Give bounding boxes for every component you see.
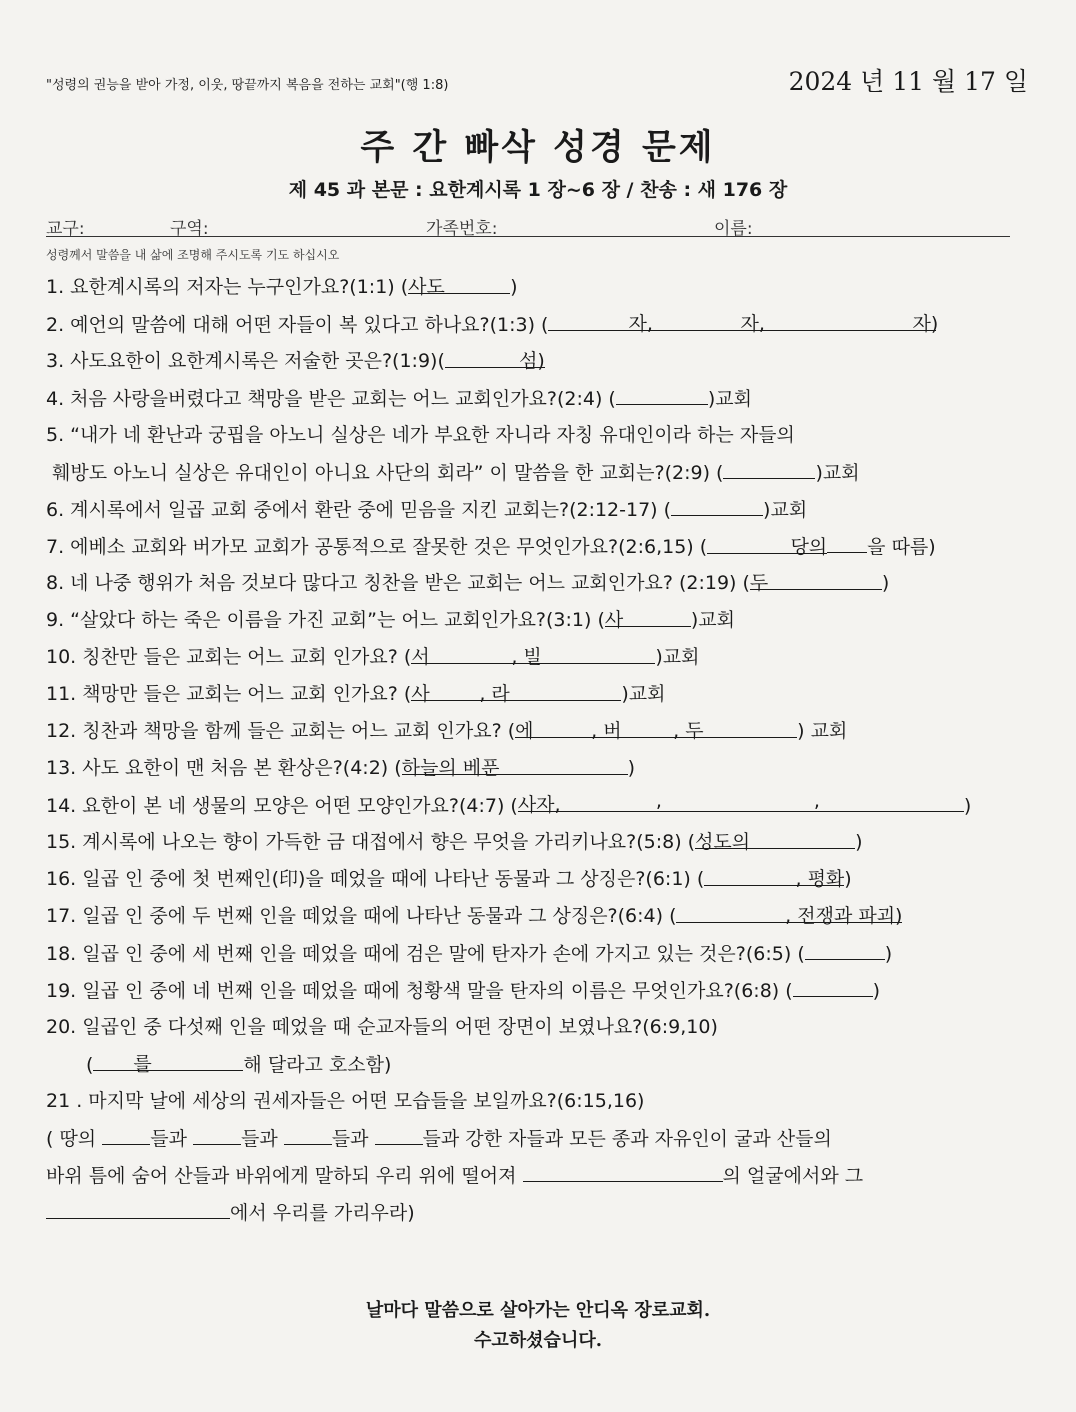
answer-blank[interactable]	[827, 531, 867, 553]
question-10: 10. 칭찬만 들은 교회는 어느 교회 인가요? (서 , 빌 )교회	[46, 642, 699, 669]
question-21-line-2: 바위 틈에 숨어 산들과 바위에게 말하되 우리 위에 떨어져 의 얼굴에서와 그	[46, 1160, 863, 1188]
answer-blank[interactable]: , 전쟁과 파괴)	[676, 901, 902, 923]
name-label: 이름:	[714, 219, 753, 239]
answer-blank[interactable]	[671, 494, 763, 516]
question-19: 19. 일곱 인 중에 네 번째 인을 떼었을 때에 청황색 말을 탄자의 이름은 무엇인가요?(6:8) ( )	[46, 975, 880, 1003]
question-21-line-1: ( 땅의 들과 들과 들과 들과 강한 자들과 모든 종과 자유인이 굴과 산들의	[46, 1123, 832, 1151]
answer-blank[interactable]: , 평화	[704, 864, 844, 886]
family-number-label: 가족번호:	[426, 219, 498, 239]
district-label: 교구:	[46, 219, 85, 239]
question-20: 20. 일곱인 중 다섯째 인을 떼었을 때 순교자들의 어떤 장면이 보였나요?(6:9,10)	[46, 1016, 718, 1038]
answer-blank[interactable]: 당의	[707, 532, 827, 554]
question-1: 1. 요한계시록의 저자는 누구인가요?(1:1) (사도 )	[46, 272, 518, 299]
answer-blank[interactable]	[805, 938, 885, 960]
answer-blank[interactable]: , 버	[591, 716, 673, 738]
question-16: 16. 일곱 인 중에 첫 번째인(印)을 떼었을 때에 나타난 동물과 그 상징은?(6:1) ( , 평화)	[46, 864, 852, 891]
question-9: 9. “살았다 하는 죽은 이름을 가진 교회”는 어느 교회인가요?(3:1) (사 )교회	[46, 605, 735, 632]
answer-blank[interactable]	[46, 1197, 230, 1219]
question-15: 15. 계시록에 나오는 향이 가득한 금 대접에서 향은 무엇을 가리키나요?(5:8) (성도의 )	[46, 827, 863, 854]
answer-blank[interactable]: 자, 자, 자)	[548, 309, 936, 331]
page-title: 주 간 빠삭 성경 문제	[360, 128, 716, 168]
closing-thanks: 수고하셨습니다.	[474, 1330, 602, 1351]
answer-blank[interactable]	[723, 457, 815, 479]
question-7: 7. 에베소 교회와 버가모 교회가 공통적으로 잘못한 것은 무엇인가요?(2:6,15) ( 당의 을 따름)	[46, 531, 936, 559]
answer-blank[interactable]	[102, 1123, 150, 1145]
closing-church-line: 날마다 말씀으로 살아가는 안디옥 장로교회.	[365, 1300, 711, 1321]
answer-blank[interactable]: 사자, , ,	[518, 790, 964, 812]
question-18: 18. 일곱 인 중에 세 번째 인을 떼었을 때에 검은 말에 탄자가 손에 가지고 있는 것은?(6:5) ( )	[46, 938, 892, 966]
question-17: 17. 일곱 인 중에 두 번째 인을 떼었을 때에 나타난 동물과 그 상징은?(6:4) ( , 전쟁과 파괴)	[46, 901, 902, 928]
answer-blank[interactable]: 사	[411, 679, 479, 701]
answer-blank[interactable]: 를	[93, 1049, 243, 1071]
answer-blank[interactable]: 섬)	[445, 346, 545, 368]
question-5-line-1: 5. “내가 네 환난과 궁핍을 아노니 실상은 네가 부요한 자니라 자칭 유대인이라 하는 자들의	[46, 424, 795, 446]
answer-blank[interactable]	[793, 975, 873, 997]
answer-blank[interactable]	[523, 1160, 723, 1182]
prayer-instruction: 성령께서 말씀을 내 삶에 조명해 주시도록 기도 하십시오	[46, 248, 340, 262]
answer-blank[interactable]	[284, 1123, 332, 1145]
answer-blank[interactable]: 두	[750, 568, 882, 590]
question-6: 6. 계시록에서 일곱 교회 중에서 환란 중에 믿음을 지킨 교회는?(2:12-17) ( )교회	[46, 494, 807, 522]
answer-blank[interactable]: , 라	[479, 679, 621, 701]
answer-blank[interactable]	[193, 1123, 241, 1145]
answer-blank[interactable]: 사도	[408, 272, 510, 294]
question-3: 3. 사도요한이 요한계시록은 저술한 곳은?(1:9)( 섬)	[46, 346, 545, 373]
answer-blank[interactable]: , 빌	[511, 642, 655, 664]
worksheet-date: 2024 년 11 월 17 일	[788, 67, 1028, 96]
question-14: 14. 요한이 본 네 생물의 모양은 어떤 모양인가요?(4:7) ( 사자, , , )	[46, 790, 972, 817]
question-11: 11. 책망만 들은 교회는 어느 교회 인가요? (사 , 라 )교회	[46, 679, 665, 706]
answer-blank[interactable]	[616, 383, 708, 405]
student-info-row	[46, 212, 1010, 237]
church-motto: "성령의 권능을 받아 가정, 이웃, 땅끝까지 복음을 전하는 교회"(행 1:8)	[46, 78, 449, 93]
question-4: 4. 처음 사랑을버렸다고 책망을 받은 교회는 어느 교회인가요?(2:4) ( )교회	[46, 383, 752, 411]
question-2: 2. 예언의 말씀에 대해 어떤 자들이 복 있다고 하나요?(1:3) ( 자, 자, 자)	[46, 309, 936, 337]
question-8: 8. 네 나중 행위가 처음 것보다 많다고 칭찬을 받은 교회는 어느 교회인가요? (2:19) (두 )	[46, 568, 889, 595]
question-13: 13. 사도 요한이 맨 처음 본 환상은?(4:2) (하늘의 베푼 )	[46, 753, 635, 780]
answer-blank[interactable]: 사	[605, 605, 691, 627]
lesson-subtitle: 제 45 과 본문 : 요한계시록 1 장~6 장 / 찬송 : 새 176 장	[288, 179, 788, 201]
answer-blank[interactable]: 에	[515, 716, 591, 738]
answer-blank[interactable]: 성도의	[695, 827, 855, 849]
answer-blank[interactable]: 서	[411, 642, 511, 664]
question-20-answer: ( 를 해 달라고 호소함)	[86, 1049, 391, 1077]
question-21: 21 . 마지막 날에 세상의 권세자들은 어떤 모습들을 보일까요?(6:15,16)	[46, 1090, 645, 1112]
question-12: 12. 칭찬과 책망을 함께 들은 교회는 어느 교회 인가요? (에 , 버 , 두 ) 교회	[46, 716, 847, 743]
answer-blank[interactable]: , 두	[673, 716, 797, 738]
answer-blank[interactable]: 하늘의 베푼	[402, 753, 628, 775]
question-21-line-3: 에서 우리를 가리우라)	[46, 1197, 415, 1225]
answer-blank[interactable]	[375, 1123, 423, 1145]
question-5-line-2: 훼방도 아노니 실상은 유대인이 아니요 사단의 회라” 이 말씀을 한 교회는?(2:9) ( )교회	[52, 457, 860, 485]
area-label: 구역:	[170, 219, 209, 239]
